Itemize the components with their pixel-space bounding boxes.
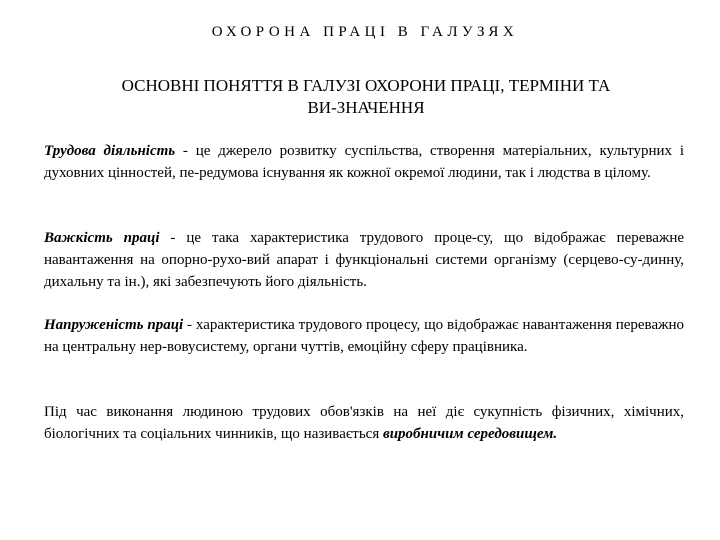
term-work-environment: виробничим середовищем. <box>383 426 558 442</box>
definition-text: Під час виконання людиною трудових обов'язків на неї діє сукупність фізичних, хімічних, біологічних та соціальних чинників, що називається <box>44 404 684 442</box>
title-line-2: ВИ-ЗНАЧЕННЯ <box>307 98 425 117</box>
title-line-1: ОСНОВНІ ПОНЯТТЯ В ГАЛУЗІ ОХОРОНИ ПРАЦІ, ТЕРМІНИ ТА <box>121 76 611 95</box>
definition-work-intensity <box>44 314 684 358</box>
definition-text: - це джерело розвитку суспільства, створення матеріальних, культурних і духовних цінностей, пе-редумова існування як кожної окремої людини, так і людства в цілому. <box>44 143 684 181</box>
slide-header: ОХОРОНА ПРАЦІ В ГАЛУЗЯХ <box>211 24 519 40</box>
term-labor-activity: Трудова діяльність <box>44 143 176 159</box>
slide-title <box>40 75 692 119</box>
term-work-severity: Важкість праці <box>44 230 160 246</box>
definition-text: - характеристика трудового процесу, що відображає навантаження переважно на центральну нер-вовусистему, органи чуттів, емоційну сферу працівника. <box>44 317 684 355</box>
definition-work-environment <box>44 401 684 445</box>
definition-work-severity <box>44 227 684 293</box>
definition-labor-activity <box>44 140 684 184</box>
definition-text: - це така характеристика трудового проце-су, що відображає переважне навантаження на опорно-рухо-вий апарат і функціональні системи організму (серцево-су-динну, дихальну та ін.), які забезпечують його діяльність. <box>44 230 685 290</box>
term-work-intensity: Напруженість праці <box>44 317 184 333</box>
